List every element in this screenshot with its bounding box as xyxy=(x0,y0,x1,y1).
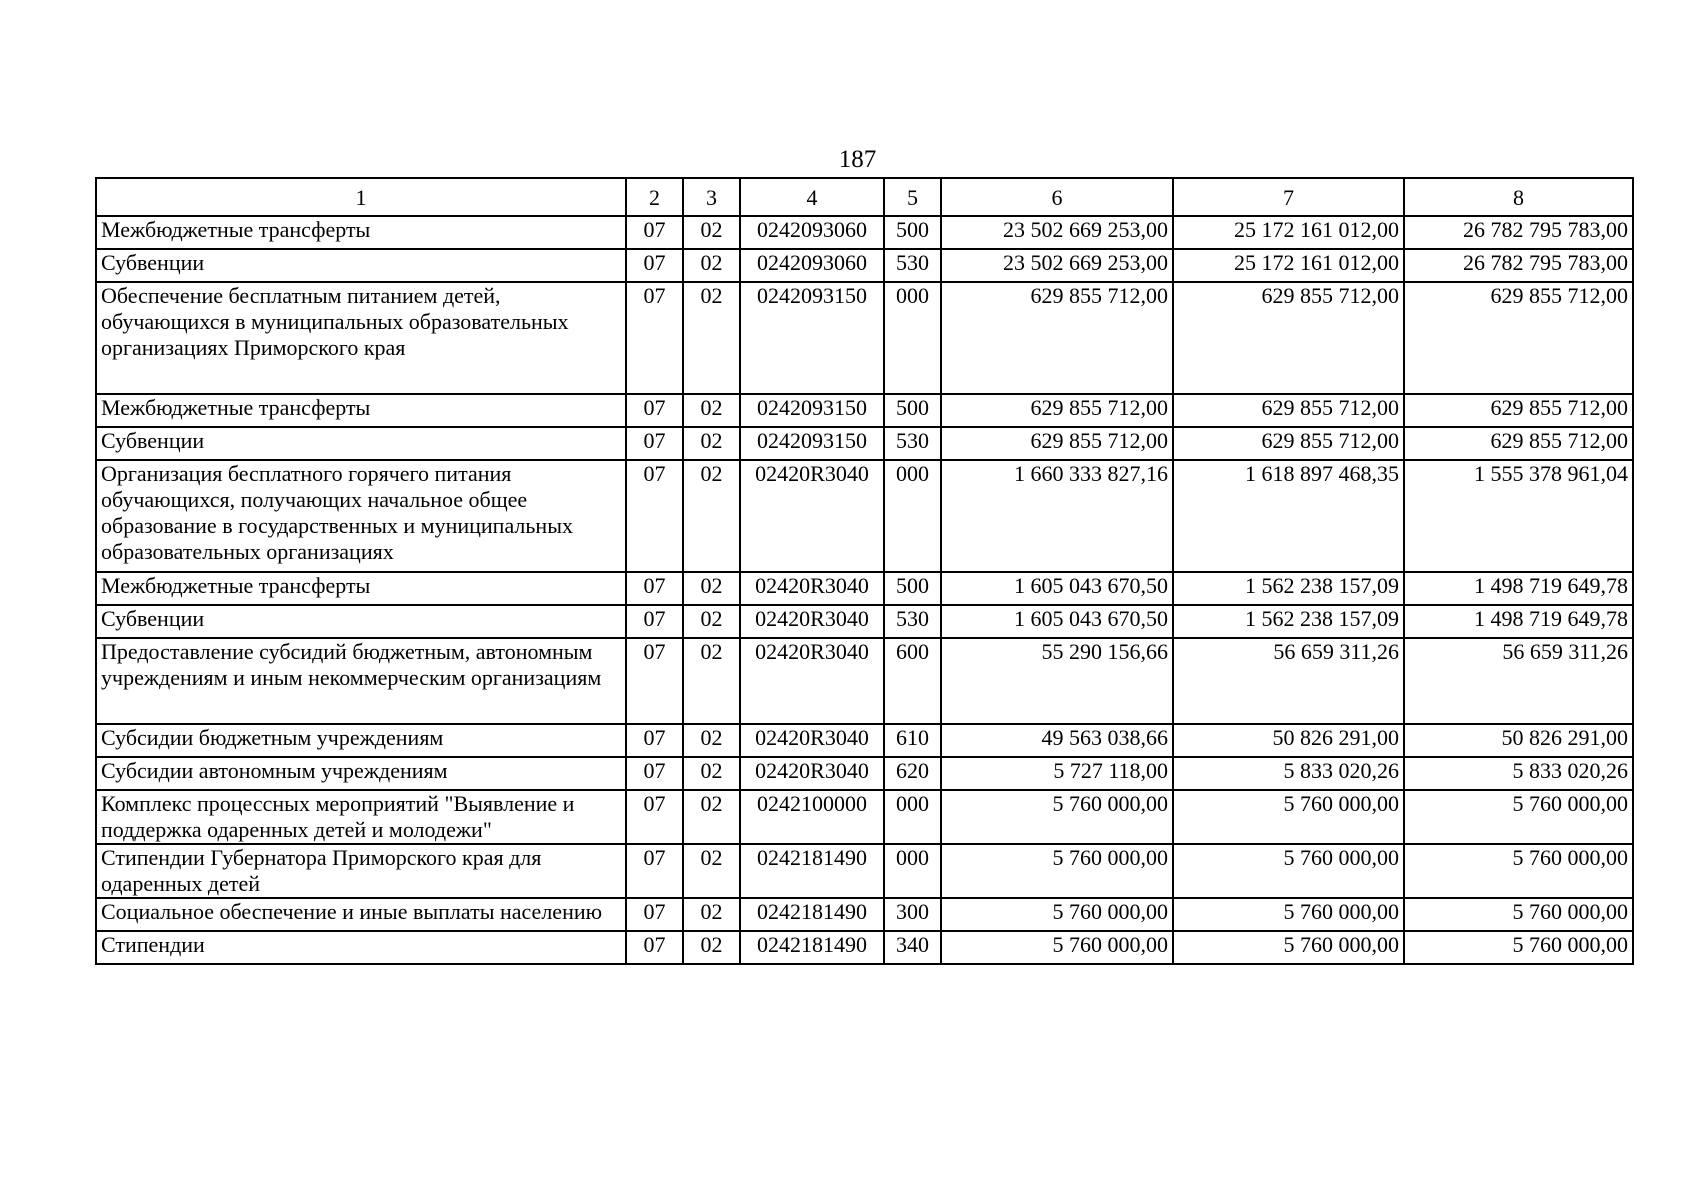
subsection-code: 02 xyxy=(683,216,740,249)
subsection-code: 02 xyxy=(683,249,740,282)
amount-col-7: 50 826 291,00 xyxy=(1173,724,1404,757)
amount-col-6: 629 855 712,00 xyxy=(941,394,1173,427)
row-name: Стипендии xyxy=(96,931,626,964)
target-article-code: 0242093150 xyxy=(740,282,884,394)
amount-col-6: 5 760 000,00 xyxy=(941,790,1173,844)
target-article-code: 0242093150 xyxy=(740,427,884,460)
section-code: 07 xyxy=(626,931,683,964)
amount-col-8: 56 659 311,26 xyxy=(1404,638,1633,724)
row-name: Субвенции xyxy=(96,427,626,460)
table-row xyxy=(96,282,1633,394)
target-article-code: 02420R3040 xyxy=(740,572,884,605)
expense-type-code: 500 xyxy=(884,394,941,427)
subsection-code: 02 xyxy=(683,757,740,790)
section-code: 07 xyxy=(626,282,683,394)
table-row xyxy=(96,790,1633,844)
subsection-code: 02 xyxy=(683,724,740,757)
section-code: 07 xyxy=(626,790,683,844)
table-row xyxy=(96,249,1633,282)
budget-table xyxy=(95,177,1634,965)
amount-col-7: 1 562 238 157,09 xyxy=(1173,605,1404,638)
target-article-code: 02420R3040 xyxy=(740,638,884,724)
amount-col-7: 5 760 000,00 xyxy=(1173,931,1404,964)
amount-col-8: 26 782 795 783,00 xyxy=(1404,249,1633,282)
section-code: 07 xyxy=(626,844,683,898)
expense-type-code: 000 xyxy=(884,790,941,844)
amount-col-8: 5 760 000,00 xyxy=(1404,931,1633,964)
target-article-code: 0242181490 xyxy=(740,931,884,964)
section-code: 07 xyxy=(626,216,683,249)
expense-type-code: 600 xyxy=(884,638,941,724)
target-article-code: 0242100000 xyxy=(740,790,884,844)
row-name: Организация бесплатного горячего питания обучающихся, получающих начальное общее образование в государственных и муниципальных образовательных организациях xyxy=(96,460,626,572)
amount-col-7: 629 855 712,00 xyxy=(1173,427,1404,460)
amount-col-6: 1 660 333 827,16 xyxy=(941,460,1173,572)
row-name: Межбюджетные трансферты xyxy=(96,572,626,605)
subsection-code: 02 xyxy=(683,394,740,427)
row-name: Субсидии бюджетным учреждениям xyxy=(96,724,626,757)
target-article-code: 02420R3040 xyxy=(740,605,884,638)
section-code: 07 xyxy=(626,460,683,572)
header-row xyxy=(96,178,1633,216)
section-code: 07 xyxy=(626,249,683,282)
amount-col-7: 5 760 000,00 xyxy=(1173,898,1404,931)
section-code: 07 xyxy=(626,394,683,427)
row-name: Межбюджетные трансферты xyxy=(96,394,626,427)
amount-col-8: 5 760 000,00 xyxy=(1404,898,1633,931)
expense-type-code: 000 xyxy=(884,282,941,394)
amount-col-7: 629 855 712,00 xyxy=(1173,394,1404,427)
amount-col-6: 5 760 000,00 xyxy=(941,931,1173,964)
row-name: Обеспечение бесплатным питанием детей, обучающихся в муниципальных образовательных организациях Приморского края xyxy=(96,282,626,394)
amount-col-8: 5 760 000,00 xyxy=(1404,790,1633,844)
amount-col-8: 629 855 712,00 xyxy=(1404,282,1633,394)
column-header-4: 4 xyxy=(740,178,884,216)
column-header-8: 8 xyxy=(1404,178,1633,216)
table-row xyxy=(96,216,1633,249)
target-article-code: 0242093060 xyxy=(740,216,884,249)
row-name: Субвенции xyxy=(96,249,626,282)
amount-col-6: 5 727 118,00 xyxy=(941,757,1173,790)
amount-col-7: 25 172 161 012,00 xyxy=(1173,249,1404,282)
amount-col-7: 5 760 000,00 xyxy=(1173,844,1404,898)
amount-col-6: 1 605 043 670,50 xyxy=(941,605,1173,638)
expense-type-code: 000 xyxy=(884,460,941,572)
section-code: 07 xyxy=(626,724,683,757)
table-row xyxy=(96,757,1633,790)
amount-col-8: 629 855 712,00 xyxy=(1404,394,1633,427)
column-header-6: 6 xyxy=(941,178,1173,216)
amount-col-8: 26 782 795 783,00 xyxy=(1404,216,1633,249)
row-name: Предоставление субсидий бюджетным, автономным учреждениям и иным некоммерческим организациям xyxy=(96,638,626,724)
amount-col-7: 629 855 712,00 xyxy=(1173,282,1404,394)
subsection-code: 02 xyxy=(683,844,740,898)
column-header-1: 1 xyxy=(96,178,626,216)
column-header-7: 7 xyxy=(1173,178,1404,216)
target-article-code: 0242093150 xyxy=(740,394,884,427)
table-row xyxy=(96,724,1633,757)
target-article-code: 02420R3040 xyxy=(740,757,884,790)
section-code: 07 xyxy=(626,638,683,724)
row-name: Социальное обеспечение и иные выплаты населению xyxy=(96,898,626,931)
subsection-code: 02 xyxy=(683,460,740,572)
expense-type-code: 000 xyxy=(884,844,941,898)
amount-col-6: 1 605 043 670,50 xyxy=(941,572,1173,605)
table-row xyxy=(96,898,1633,931)
subsection-code: 02 xyxy=(683,282,740,394)
row-name: Межбюджетные трансферты xyxy=(96,216,626,249)
section-code: 07 xyxy=(626,572,683,605)
expense-type-code: 610 xyxy=(884,724,941,757)
amount-col-8: 1 498 719 649,78 xyxy=(1404,572,1633,605)
amount-col-8: 1 498 719 649,78 xyxy=(1404,605,1633,638)
amount-col-6: 55 290 156,66 xyxy=(941,638,1173,724)
amount-col-6: 5 760 000,00 xyxy=(941,898,1173,931)
amount-col-6: 629 855 712,00 xyxy=(941,282,1173,394)
target-article-code: 0242093060 xyxy=(740,249,884,282)
expense-type-code: 300 xyxy=(884,898,941,931)
target-article-code: 02420R3040 xyxy=(740,460,884,572)
amount-col-8: 50 826 291,00 xyxy=(1404,724,1633,757)
target-article-code: 0242181490 xyxy=(740,898,884,931)
subsection-code: 02 xyxy=(683,898,740,931)
expense-type-code: 500 xyxy=(884,572,941,605)
amount-col-8: 629 855 712,00 xyxy=(1404,427,1633,460)
section-code: 07 xyxy=(626,605,683,638)
section-code: 07 xyxy=(626,427,683,460)
row-name: Субвенции xyxy=(96,605,626,638)
target-article-code: 02420R3040 xyxy=(740,724,884,757)
amount-col-6: 49 563 038,66 xyxy=(941,724,1173,757)
row-name: Комплекс процессных мероприятий "Выявление и поддержка одаренных детей и молодежи" xyxy=(96,790,626,844)
subsection-code: 02 xyxy=(683,605,740,638)
column-header-3: 3 xyxy=(683,178,740,216)
page-number: 187 xyxy=(838,146,877,173)
amount-col-7: 5 760 000,00 xyxy=(1173,790,1404,844)
amount-col-8: 5 833 020,26 xyxy=(1404,757,1633,790)
column-header-2: 2 xyxy=(626,178,683,216)
subsection-code: 02 xyxy=(683,931,740,964)
section-code: 07 xyxy=(626,898,683,931)
amount-col-8: 1 555 378 961,04 xyxy=(1404,460,1633,572)
column-header-5: 5 xyxy=(884,178,941,216)
table-row xyxy=(96,394,1633,427)
amount-col-8: 5 760 000,00 xyxy=(1404,844,1633,898)
table-row xyxy=(96,460,1633,572)
table-row xyxy=(96,931,1633,964)
table-row xyxy=(96,572,1633,605)
table-row xyxy=(96,844,1633,898)
subsection-code: 02 xyxy=(683,790,740,844)
amount-col-6: 5 760 000,00 xyxy=(941,844,1173,898)
target-article-code: 0242181490 xyxy=(740,844,884,898)
row-name: Стипендии Губернатора Приморского края для одаренных детей xyxy=(96,844,626,898)
subsection-code: 02 xyxy=(683,427,740,460)
amount-col-7: 56 659 311,26 xyxy=(1173,638,1404,724)
table-row xyxy=(96,427,1633,460)
expense-type-code: 530 xyxy=(884,605,941,638)
table-row xyxy=(96,638,1633,724)
amount-col-6: 23 502 669 253,00 xyxy=(941,216,1173,249)
amount-col-7: 5 833 020,26 xyxy=(1173,757,1404,790)
expense-type-code: 340 xyxy=(884,931,941,964)
subsection-code: 02 xyxy=(683,572,740,605)
amount-col-7: 1 618 897 468,35 xyxy=(1173,460,1404,572)
expense-type-code: 620 xyxy=(884,757,941,790)
amount-col-6: 629 855 712,00 xyxy=(941,427,1173,460)
amount-col-6: 23 502 669 253,00 xyxy=(941,249,1173,282)
expense-type-code: 530 xyxy=(884,427,941,460)
section-code: 07 xyxy=(626,757,683,790)
expense-type-code: 530 xyxy=(884,249,941,282)
row-name: Субсидии автономным учреждениям xyxy=(96,757,626,790)
amount-col-7: 25 172 161 012,00 xyxy=(1173,216,1404,249)
expense-type-code: 500 xyxy=(884,216,941,249)
table-row xyxy=(96,605,1633,638)
amount-col-7: 1 562 238 157,09 xyxy=(1173,572,1404,605)
subsection-code: 02 xyxy=(683,638,740,724)
